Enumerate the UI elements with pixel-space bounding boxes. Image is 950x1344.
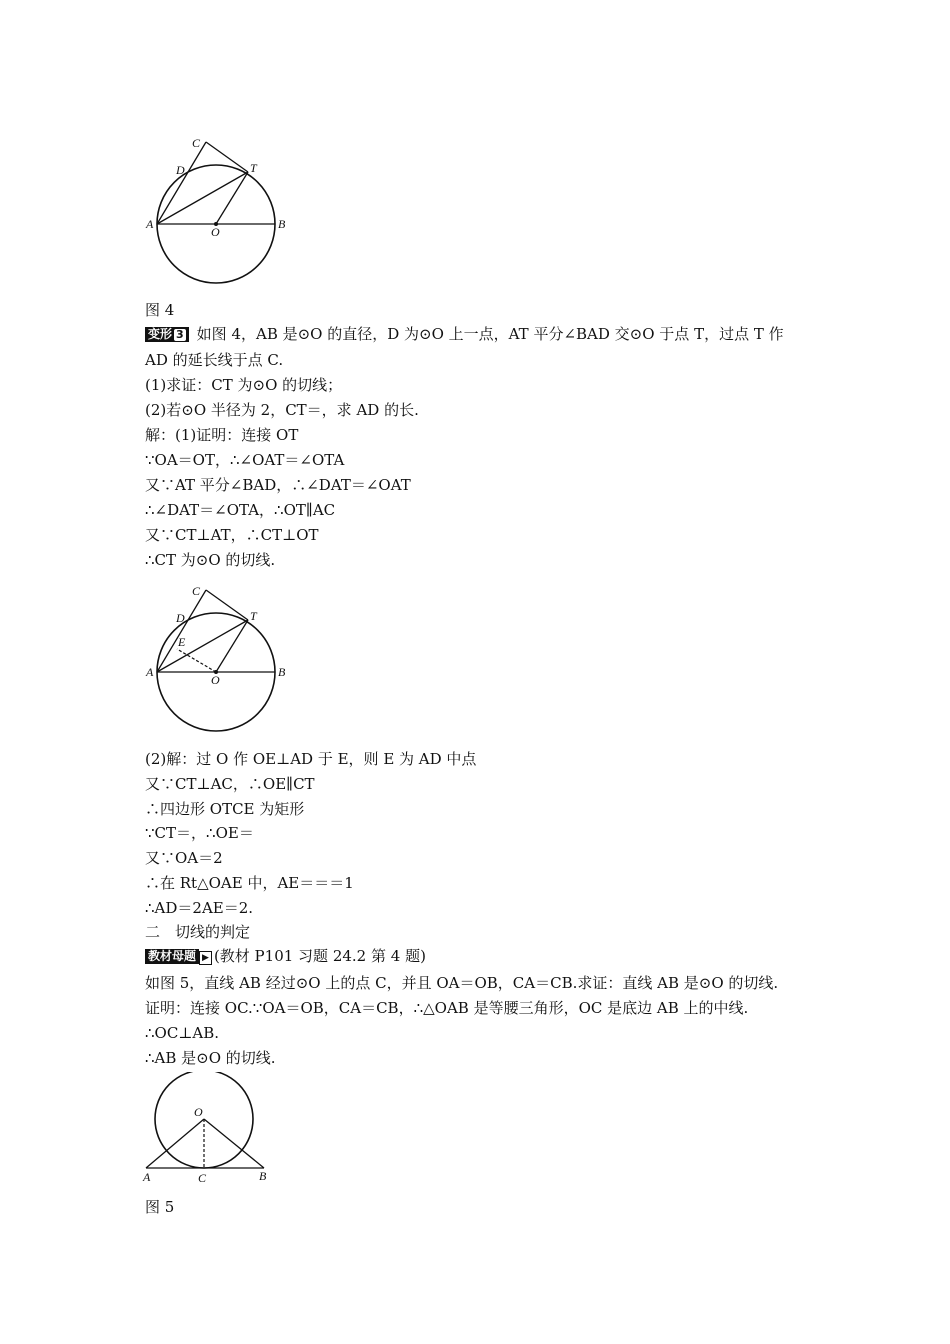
line-oa	[146, 1119, 204, 1168]
variant-3-line-1: 变形 3 如图 4，AB 是⊙O 的直径，D 为⊙O 上一点，AT 平分∠BAD 交⊙O 于点 T，过点 T 作	[145, 323, 784, 345]
label-c: C	[192, 584, 201, 598]
part2-line: 又∵CT⊥AC，∴OE∥CT	[145, 775, 315, 793]
figure-4b-diagram	[140, 578, 300, 738]
figure-5-caption: 图 5	[145, 1198, 175, 1216]
label-c: C	[192, 136, 201, 150]
line-ac	[157, 142, 206, 224]
solution-line: ∴∠DAT＝∠OTA，∴OT∥AC	[145, 501, 336, 519]
label-d: D	[176, 611, 185, 625]
part2-line: ∴AD＝2AE＝2.	[145, 899, 254, 917]
part2-line: (2)解：过 O 作 OE⊥AD 于 E，则 E 为 AD 中点	[145, 750, 477, 768]
proof-line: 证明：连接 OC.∵OA＝OB，CA＝CB，∴△OAB 是等腰三角形，OC 是底边 AB 上的中线.	[145, 999, 749, 1017]
label-d: D	[176, 163, 185, 177]
problem-text: 如图 5，直线 AB 经过⊙O 上的点 C，并且 OA＝OB，CA＝CB.求证：直线 AB 是⊙O 的切线.	[145, 974, 779, 992]
figure-5-diagram	[140, 1072, 280, 1187]
label-e: E	[178, 635, 186, 649]
line-ob	[204, 1119, 264, 1168]
label-o: O	[211, 225, 220, 239]
line-oe-dashed	[177, 649, 216, 672]
proof-line: ∴OC⊥AB.	[145, 1024, 220, 1042]
solution-line: 解：(1)证明：连接 OT	[145, 426, 299, 444]
variant-tag: 变形 3	[145, 327, 189, 342]
solution-line: ∴CT 为⊙O 的切线.	[145, 551, 276, 569]
line-ot	[216, 620, 248, 672]
label-t: T	[250, 609, 257, 623]
label-a: A	[143, 1170, 151, 1184]
line-ac	[157, 590, 206, 672]
question-2: (2)若⊙O 半径为 2，CT＝，求 AD 的长.	[145, 401, 419, 419]
label-b: B	[259, 1169, 267, 1183]
figure-4-caption: 图 4	[145, 301, 175, 319]
label-t: T	[250, 161, 257, 175]
play-icon: ▶	[199, 951, 212, 965]
part2-line: ∴在 Rt△OAE 中，AE＝＝＝1	[145, 874, 354, 892]
solution-line: 又∵AT 平分∠BAD，∴∠DAT＝∠OAT	[145, 476, 411, 494]
line-ct	[206, 590, 248, 620]
part2-line: 又∵OA＝2	[145, 849, 223, 867]
textbook-tag: 教材母题	[145, 949, 199, 964]
line-ot	[216, 172, 248, 224]
section-heading: 二 切线的判定	[145, 923, 251, 941]
solution-line: ∵OA＝OT，∴∠OAT＝∠OTA	[145, 451, 345, 469]
label-a: A	[146, 217, 154, 231]
variant-3-line-2: AD 的延长线于点 C.	[145, 351, 284, 369]
part2-line: ∵CT＝，∴OE＝	[145, 824, 254, 842]
question-1: (1)求证：CT 为⊙O 的切线；	[145, 376, 343, 394]
part2-line: ∴四边形 OTCE 为矩形	[145, 800, 305, 818]
solution-line: 又∵CT⊥AT，∴CT⊥OT	[145, 526, 319, 544]
label-b: B	[278, 665, 286, 679]
figure-4-diagram	[140, 130, 300, 290]
label-a: A	[146, 665, 154, 679]
textbook-source-line: 教材母题 ▶ (教材 P101 习题 24.2 第 4 题)	[145, 945, 426, 967]
label-o: O	[194, 1105, 203, 1119]
line-at	[157, 172, 248, 224]
label-c: C	[198, 1171, 207, 1185]
label-b: B	[278, 217, 286, 231]
line-ct	[206, 142, 248, 172]
label-o: O	[211, 673, 220, 687]
proof-line: ∴AB 是⊙O 的切线.	[145, 1049, 276, 1067]
